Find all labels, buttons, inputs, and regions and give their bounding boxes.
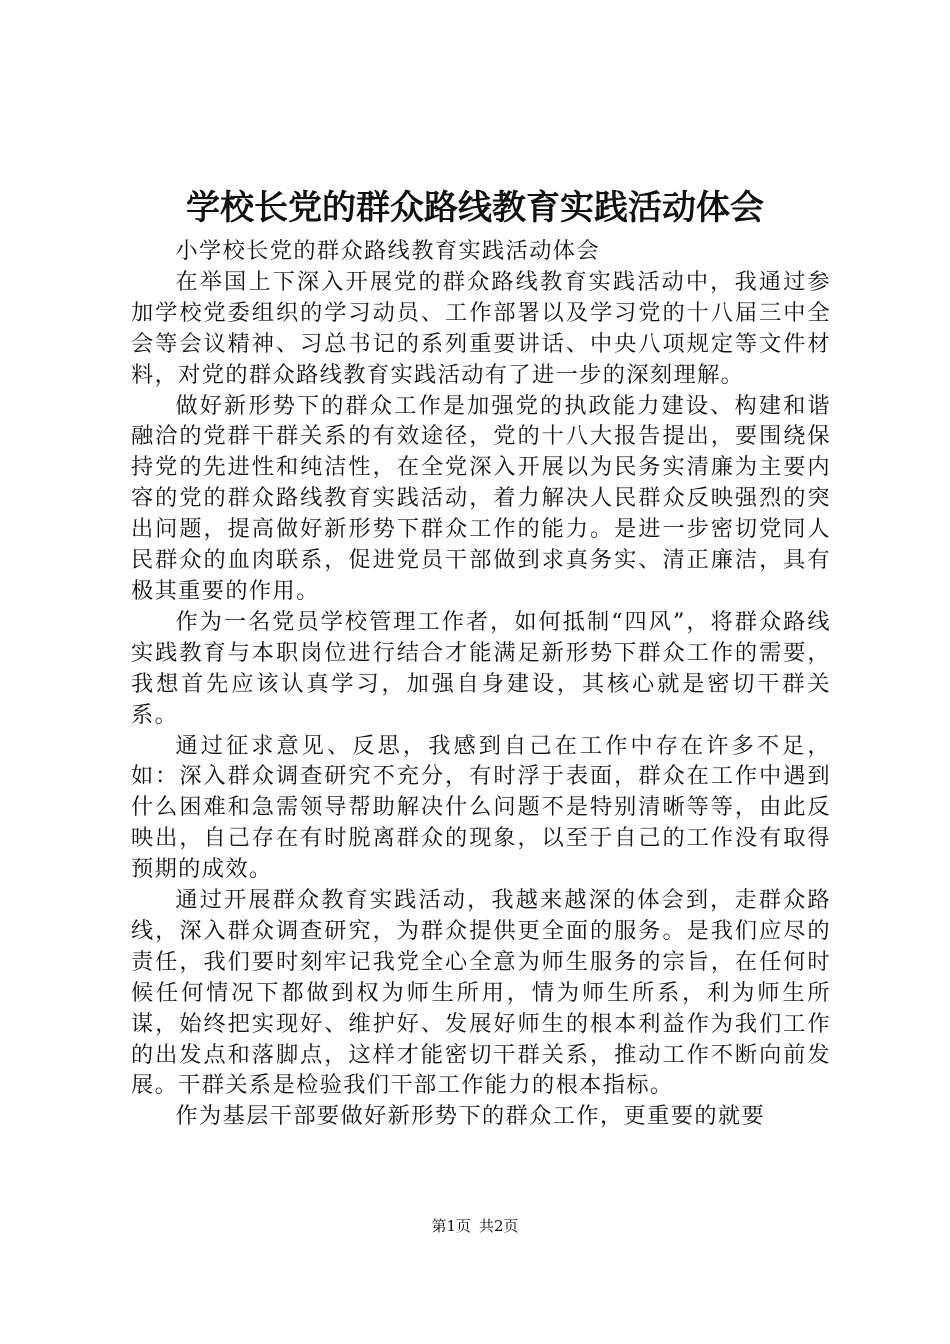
paragraph-subtitle: 小学校长党的群众路线教育实践活动体会 <box>175 238 600 264</box>
paragraph: 通过开展群众教育实践活动，我越来越深的体会到，走群众路线，深入群众调查研究，为群众提供更全面的服务。是我们应尽的责任，我们要时刻牢记我党全心全意为师生服务的宗旨，在任何时候任何情况下都做到权为师生所用，情为师生所系，利为师生所谋，始终把实现好、维护好、发展好师生的根本利益作为我们工作的出发点和落脚点，这样才能密切干群关系，推动工作不断向前发展。干群关系是检验我们干部工作能力的根本指标。 <box>131 887 831 1099</box>
page-footer <box>0 1215 950 1237</box>
document-title: 学校长党的群众路线教育实践活动体会 <box>186 188 764 228</box>
page-total: 共2页 <box>479 1217 519 1235</box>
paragraph: 作为一名党员学校管理工作者，如何抵制“四风”，将群众路线实践教育与本职岗位进行结合才能满足新形势下群众工作的需要，我想首先应该认真学习，加强自身建设，其核心就是密切干群关系。 <box>131 608 831 728</box>
paragraph: 在举国上下深入开展党的群众路线教育实践活动中，我通过参加学校党委组织的学习动员、工作部署以及学习党的十八届三中全会等会议精神、习总书记的系列重要讲话、中央八项规定等文件材料，对党的群众路线教育实践活动有了进一步的深刻理解。 <box>131 268 831 388</box>
paragraph: 通过征求意见、反思，我感到自己在工作中存在许多不足，如：深入群众调查研究不充分，有时浮于表面，群众在工作中遇到什么困难和急需领导帮助解决什么问题不是特别清晰等等，由此反映出，自己存在有时脱离群众的现象，以至于自己的工作没有取得预期的成效。 <box>131 732 831 883</box>
paragraph: 做好新形势下的群众工作是加强党的执政能力建设、构建和谐融洽的党群干群关系的有效途径，党的十八大报告提出，要围绕保持党的先进性和纯洁性，在全党深入开展以为民务实清廉为主要内容的党的群众路线教育实践活动，着力解决人民群众反映强烈的突出问题，提高做好新形势下群众工作的能力。是进一步密切党同人民群众的血肉联系，促进党员干部做到求真务实、清正廉洁，具有极其重要的作用。 <box>131 392 831 604</box>
document-body <box>131 236 831 1132</box>
page-number: 第1页 <box>431 1217 471 1235</box>
paragraph: 作为基层干部要做好新形势下的群众工作，更重要的就要 <box>175 1103 766 1130</box>
